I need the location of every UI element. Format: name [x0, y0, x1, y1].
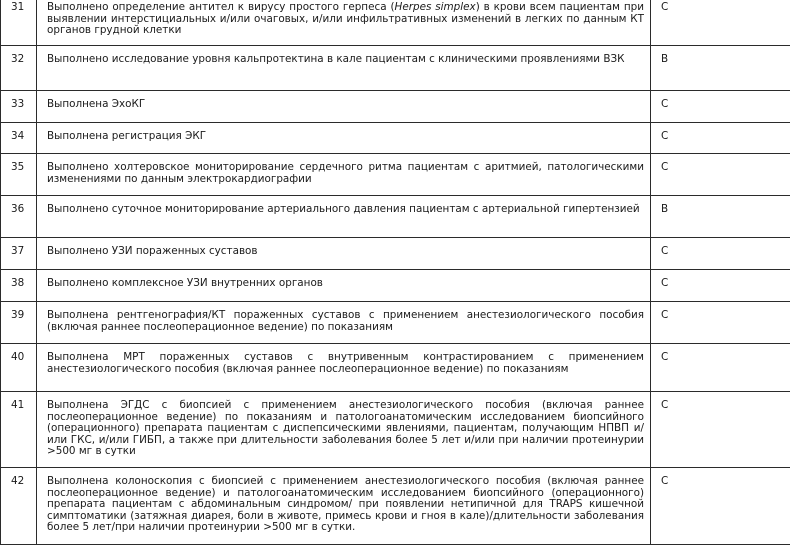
row-number: 31: [1, 0, 37, 46]
evidence-level: B: [651, 196, 790, 238]
criterion-text: Выполнено УЗИ пораженных суставов: [37, 238, 651, 270]
evidence-level: C: [651, 468, 790, 545]
row-number: 34: [1, 123, 37, 154]
row-number: 35: [1, 154, 37, 196]
table-row: [1, 302, 790, 344]
row-number: 36: [1, 196, 37, 238]
criterion-text: Выполнена ЭхоКГ: [37, 91, 651, 123]
evidence-level: C: [651, 238, 790, 270]
italic-term: Herpes simplex: [395, 1, 476, 13]
criterion-text: Выполнена МРТ пораженных суставов с внутривенным контрастированием с применением анестезиологического пособия (включая раннее послеоперационное ведение) по показаниям: [37, 344, 651, 392]
table-row: [1, 0, 790, 46]
evidence-level: C: [651, 344, 790, 392]
criterion-text: Выполнено определение антител к вирусу простого герпеса (Herpes simplex) в крови всем пациентам при выявлении интерстициальных и/или очаговых, и/или инфильтративных изменений в легких по данным КТ органов грудной клетки: [37, 0, 651, 46]
criterion-text: Выполнено исследование уровня кальпротектина в кале пациентам с клиническими проявлениями ВЗК: [37, 46, 651, 91]
row-number: 41: [1, 392, 37, 468]
row-number: 38: [1, 270, 37, 302]
table-row: [1, 270, 790, 302]
criterion-text: Выполнена рентгенография/КТ пораженных суставов с применением анестезиологического пособия (включая раннее послеоперационное ведение) по показаниям: [37, 302, 651, 344]
criterion-text: Выполнено комплексное УЗИ внутренних органов: [37, 270, 651, 302]
evidence-level: C: [651, 91, 790, 123]
criterion-text: Выполнена ЭГДС с биопсией с применением анестезиологического пособия (включая раннее послеоперационное ведение) по показаниям и патологоанатомическим исследованием биопсийного (операционного) препарата пациентам с диспепсическими явлениями, пациентам, получающим НПВП и/или ГКС, и/или ГИБП, а также при длительности заболевания более 5 лет и/или при наличии протеинурии >500 мг в сутки: [37, 392, 651, 468]
row-number: 32: [1, 46, 37, 91]
criterion-text: Выполнена регистрация ЭКГ: [37, 123, 651, 154]
criterion-text: Выполнена колоноскопия с биопсией с применением анестезиологического пособия (включая раннее послеоперационное ведение) и патологоанатомическим исследованием биопсийного (операционного) препарата пациентам с абдоминальным синдромом/ при появлении нетипичной для TRAPS кишечной симптоматики (затяжная диарея, боли в животе, примесь крови и гноя в кале)/длительности заболевания более 5 лет/при наличии протеинурии >500 мг в сутки.: [37, 468, 651, 545]
row-number: 33: [1, 91, 37, 123]
evidence-level: C: [651, 302, 790, 344]
evidence-level: C: [651, 270, 790, 302]
row-number: 40: [1, 344, 37, 392]
row-number: 37: [1, 238, 37, 270]
evidence-level: B: [651, 46, 790, 91]
table-row: [1, 238, 790, 270]
table-row: [1, 344, 790, 392]
evidence-level: C: [651, 0, 790, 46]
table-row: [1, 468, 790, 545]
row-number: 39: [1, 302, 37, 344]
table-row: [1, 196, 790, 238]
table-row: [1, 392, 790, 468]
criterion-text: Выполнено суточное мониторирование артериального давления пациентам с артериальной гипертензией: [37, 196, 651, 238]
table-row: [1, 154, 790, 196]
evidence-level: C: [651, 123, 790, 154]
evidence-level: C: [651, 154, 790, 196]
evidence-level: C: [651, 392, 790, 468]
table-row: [1, 123, 790, 154]
table-row: [1, 91, 790, 123]
table-row: [1, 46, 790, 91]
criterion-text: Выполнено холтеровское мониторирование сердечного ритма пациентам с аритмией, патологическими изменениями по данным электрокардиографии: [37, 154, 651, 196]
row-number: 42: [1, 468, 37, 545]
